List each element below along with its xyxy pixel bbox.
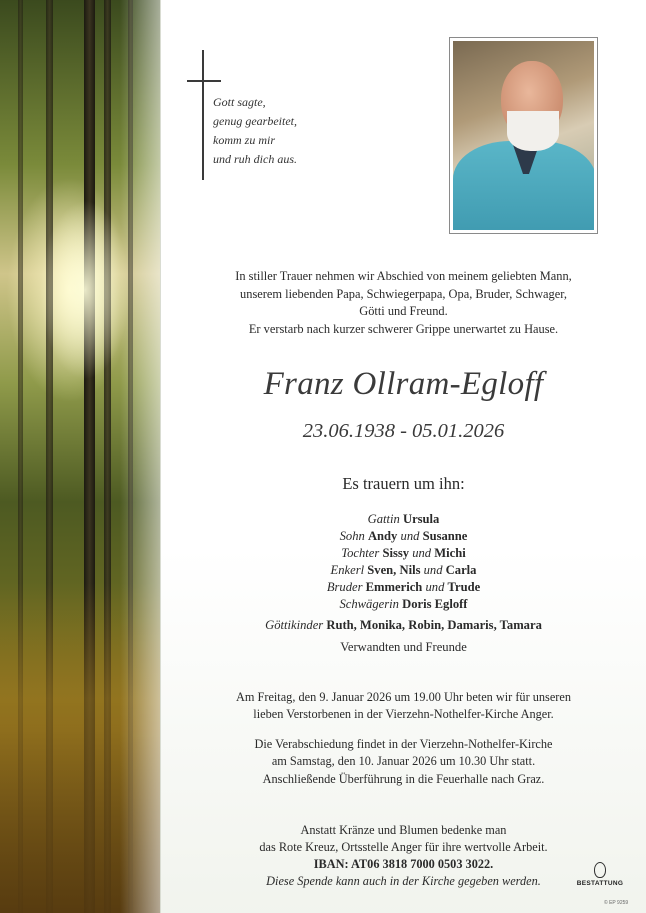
intro-line: Götti und Freund. xyxy=(359,304,448,318)
service-line: Am Freitag, den 9. Januar 2026 um 19.00 Uhr beten wir für unseren xyxy=(235,690,571,704)
print-code: © EP 9259 xyxy=(604,900,629,906)
poem-line: und ruh dich aus. xyxy=(213,152,297,166)
life-dates: 23.06.1938 - 05.01.2026 xyxy=(302,420,505,442)
service-line: am Samstag, den 10. Januar 2026 um 10.30 Uhr statt. xyxy=(271,754,536,768)
donation-line: das Rote Kreuz, Ortsstelle Anger für ihre wertvolle Arbeit. xyxy=(259,840,548,854)
iban: IBAN: AT06 3818 7000 0503 3022. xyxy=(313,857,494,871)
poem-line: Gott sagte, xyxy=(213,95,266,109)
service-line: Die Verabschiedung findet in der Vierzehn-Nothelfer-Kirche xyxy=(254,737,553,751)
intro-line: unserem liebenden Papa, Schwiegerpapa, Opa, Bruder, Schwager, xyxy=(240,286,567,301)
poem-line: komm zu mir xyxy=(213,133,275,147)
forest-image xyxy=(0,0,160,913)
deceased-name: Franz Ollram-Egloff xyxy=(263,366,544,402)
poem-line: genug gearbeitet, xyxy=(213,114,297,128)
prayer-info xyxy=(161,689,646,723)
family-row: Gattin Ursula xyxy=(367,512,440,526)
family-row: Enkerl Sven, Nils und Carla xyxy=(330,563,477,577)
service-line: lieben Verstorbenen in der Vierzehn-Nothelfer-Kirche Anger. xyxy=(253,707,554,721)
intro-line: Er verstarb nach kurzer schwerer Grippe unerwartet zu Hause. xyxy=(248,321,559,336)
family-row: Schwägerin Doris Egloff xyxy=(339,597,468,611)
family-row: Tochter Sissy und Michi xyxy=(341,546,466,560)
donation-line: Anstatt Kränze und Blumen bedenke man xyxy=(300,823,507,837)
family-list xyxy=(161,511,646,634)
logo-text: BESTATTUNG xyxy=(576,880,624,887)
portrait-photo xyxy=(449,37,598,234)
family-row: Göttikinder Ruth, Monika, Robin, Damaris, Tamara xyxy=(265,618,542,632)
donation-info xyxy=(161,822,646,890)
intro-line: In stiller Trauer nehmen wir Abschied von meinem geliebten Mann, xyxy=(235,269,572,283)
poem xyxy=(213,93,297,169)
candle-icon xyxy=(594,862,606,878)
mourners-heading: Es trauern um ihn: xyxy=(342,474,465,493)
intro-text xyxy=(161,268,646,338)
donation-note: Diese Spende kann auch in der Kirche gegeben werden. xyxy=(266,874,541,888)
funeral-home-logo xyxy=(575,862,625,887)
transfer-info: Anschließende Überführung in die Feuerhalle nach Graz. xyxy=(262,772,545,786)
family-row: Sohn Andy und Susanne xyxy=(339,529,468,543)
relatives-line: Verwandten und Freunde xyxy=(340,640,467,654)
family-row: Bruder Emmerich und Trude xyxy=(326,580,481,594)
farewell-info xyxy=(161,736,646,770)
